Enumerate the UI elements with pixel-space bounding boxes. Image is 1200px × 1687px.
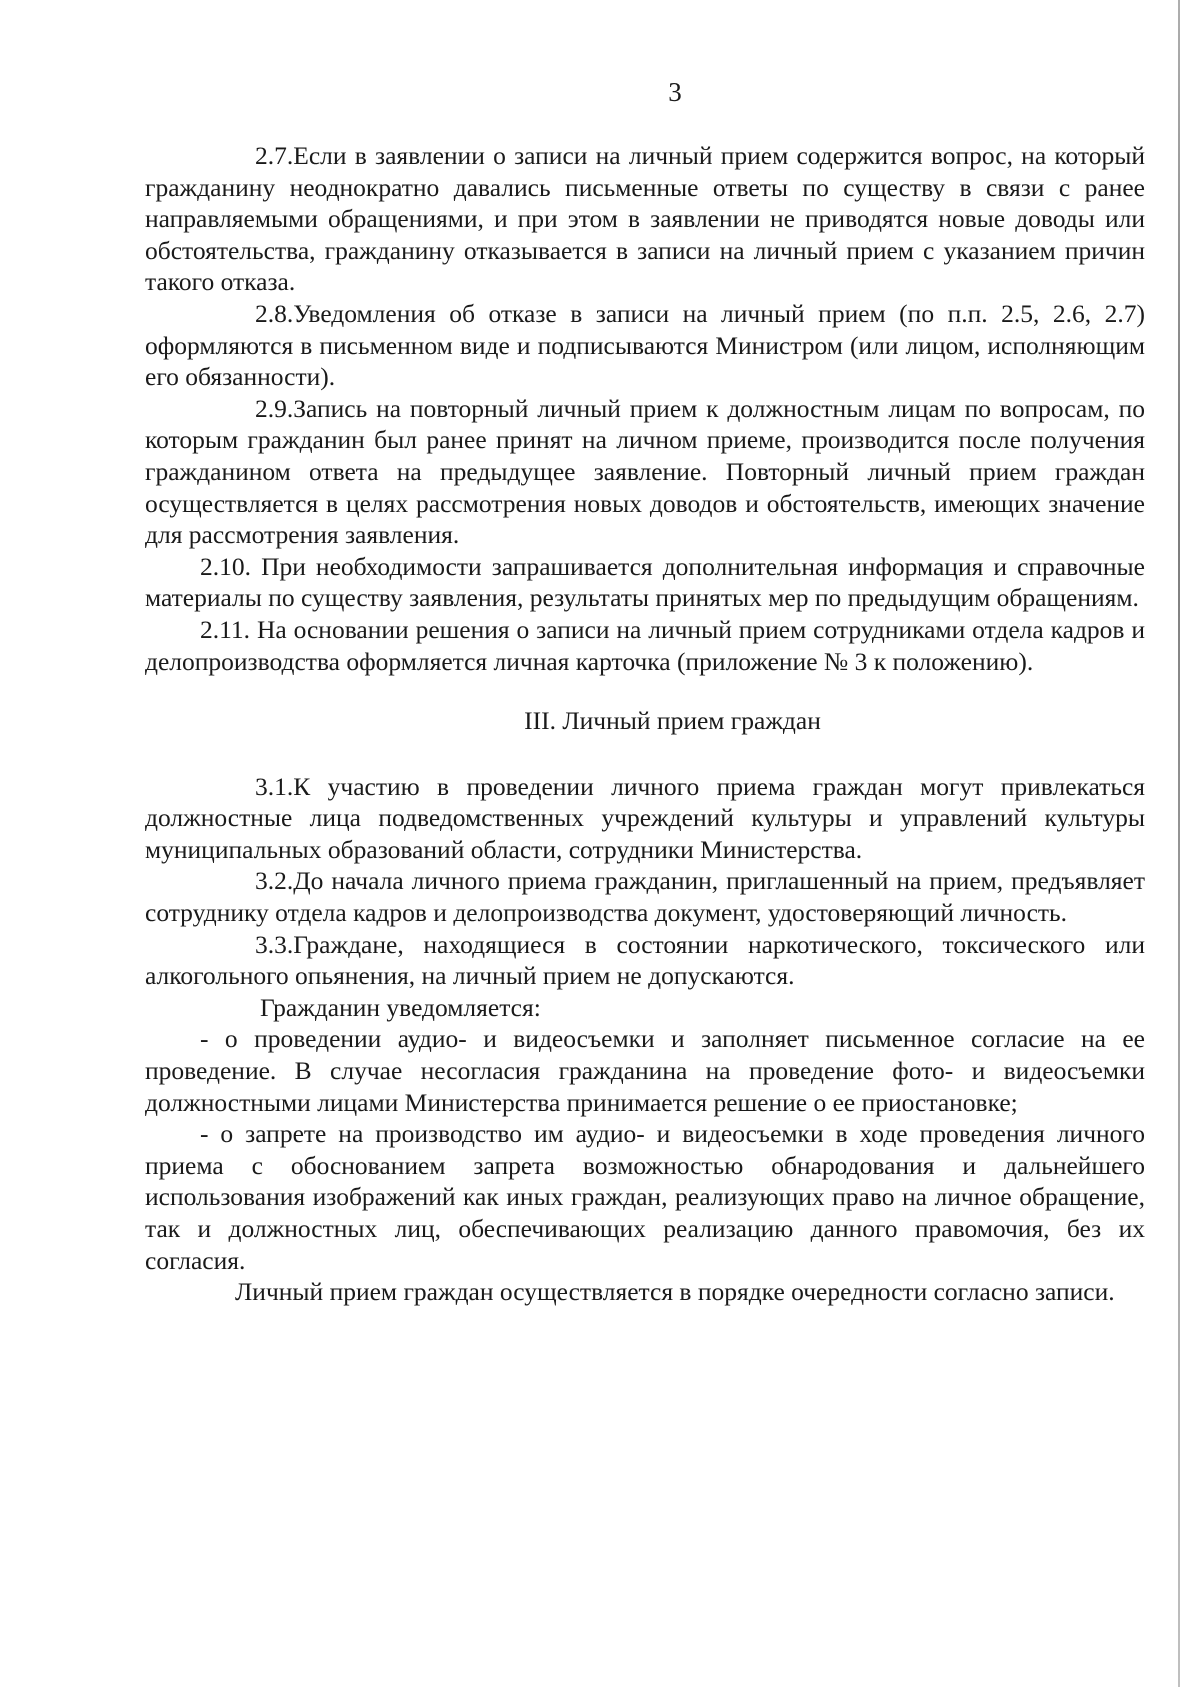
paragraph-text: К участию в проведении личного приема граждан могут привлекаться должностные лица подведомственных учреждений культуры и управлений культуры муниципальных образований области, сотрудники Министерства. [145,771,1145,864]
paragraph-2-7 [145,140,1145,298]
paragraph-number: 2.10. [200,551,251,581]
paragraph-2-8 [145,298,1145,393]
paragraph-2-11 [145,614,1145,677]
paragraph-text: До начала личного приема гражданин, приглашенный на прием, предъявляет сотруднику отдела кадров и делопроизводства документ, удостоверяющий личность. [145,866,1145,928]
notice-intro: Гражданин уведомляется: [260,992,541,1022]
paragraph-3-3 [145,929,1145,992]
paragraph-3-2 [145,865,1145,928]
paragraph-2-10 [145,551,1145,614]
paragraph-number: 3.1. [255,771,294,801]
paragraph-number: 2.8. [255,298,294,328]
page-number: 3 [668,77,682,107]
paragraph-number: 2.9. [255,393,294,423]
paragraph-text: Запись на повторный личный прием к должностным лицам по вопросам, по которым гражданин был ранее принят на личном приеме, производится после получения гражданином ответа на предыдущее заявление. Повторный личный прием граждан осуществляется в целях рассмотрения новых доводов и обстоятельств, имеющих значение для рассмотрения заявления. [145,393,1145,550]
paragraph-text: Граждане, находящиеся в состоянии наркотического, токсического или алкогольного опьянения, на личный прием не допускаются. [145,929,1145,991]
paragraph-text: На основании решения о записи на личный прием сотрудниками отдела кадров и делопроизводства оформляется личная карточка (приложение № 3 к положению). [145,614,1146,676]
paragraph-text: При необходимости запрашивается дополнительная информация и справочные материалы по существу заявления, результаты принятых мер по предыдущим обращениям. [145,551,1145,613]
dash-item: - о проведении аудио- и видеосъемки и заполняет письменное согласие на ее проведение. В случае несогласия гражданина на проведение фото- и видеосъемки должностными лицами Министерства принимается решение о ее приостановке; [145,1024,1145,1117]
paragraph-number: 2.11. [200,614,251,644]
paragraph-3-1 [145,771,1145,866]
dash-item: - о запрете на производство им аудио- и видеосъемки в ходе проведения личного приема с обоснованием запрета возможностью обнародования и дальнейшего использования изображений как иных граждан, реализующих право на личное обращение, так и должностных лиц, обеспечивающих реализацию данного правомочия, без их согласия. [145,1119,1145,1275]
section-heading: III. Личный прием граждан [524,706,821,736]
paragraph-number: 2.7. [255,141,294,170]
scan-edge-line [1178,0,1180,1687]
closing-paragraph: Личный прием граждан осуществляется в порядке очередности согласно записи. [235,1277,1115,1307]
paragraph-2-9 [145,393,1145,551]
document-body [145,140,1145,1308]
paragraph-text: Если в заявлении о записи на личный прием содержится вопрос, на который гражданину неоднократно давались письменные ответы по существу в связи с ранее направляемыми обращениями, и при этом в заявлении не приводятся новые доводы или обстоятельства, гражданину отказывается в записи на личный прием с указанием причин такого отказа. [145,141,1145,297]
paragraph-number: 3.3. [255,929,294,959]
paragraph-number: 3.2. [255,866,294,896]
paragraph-text: Уведомления об отказе в записи на личный прием (по п.п. 2.5, 2.6, 2.7) оформляются в письменном виде и подписываются Министром (или лицом, исполняющим его обязанности). [145,298,1145,392]
